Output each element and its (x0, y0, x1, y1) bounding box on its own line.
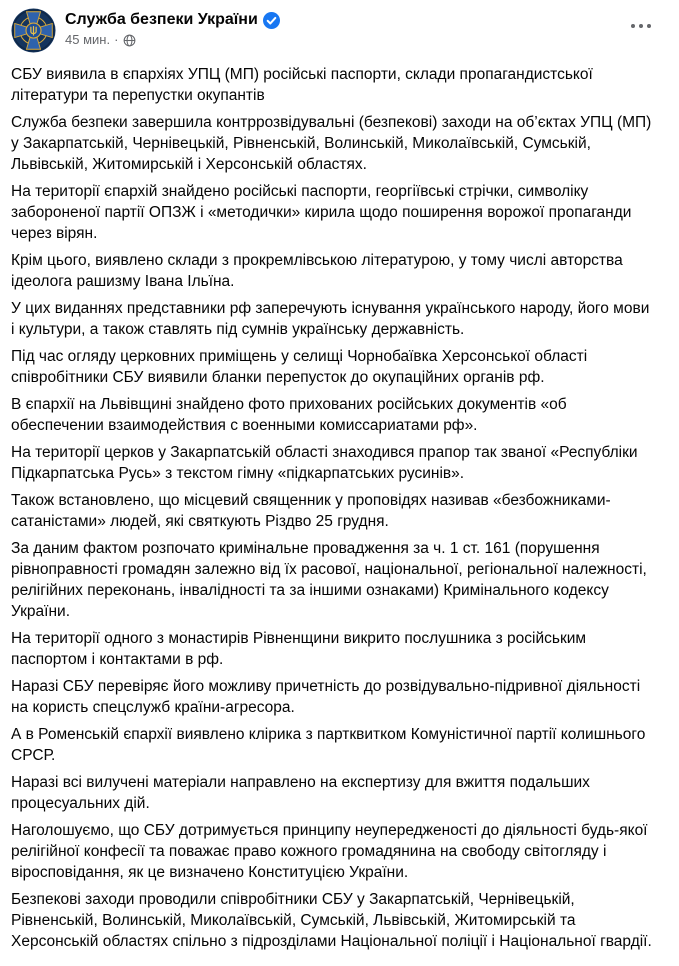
post-paragraph: В єпархії на Львівщині знайдено фото прихованих російських документів «об обеспечении взаимодействия с военными комиссариатами рф». (11, 396, 567, 434)
globe-icon (123, 34, 136, 47)
post-paragraph: За даним фактом розпочато кримінальне провадження за ч. 1 ст. 161 (порушення рівноправності громадян залежно від їх расової, національної, регіональної належності, релігійних переконань, інвалідності та за іншими ознаками) Кримінального кодексу України. (11, 540, 647, 620)
name-row (65, 10, 623, 30)
post-paragraph: Безпекові заходи проводили співробітники СБУ у Закарпатській, Чернівецькій, Рівненській, Волинській, Миколаївській, Сумській, Львівській, Житомирській та Херсонській областях спільно з підрозділами Національної поліції і Національної гвардії. (11, 891, 652, 950)
post-paragraph: У цих виданнях представники рф заперечують існування українського народу, його мови і культури, а також ставлять під сумнів українську державність. (11, 300, 650, 338)
more-options-button[interactable] (623, 16, 659, 36)
meta-separator: · (114, 32, 119, 47)
page-avatar[interactable] (11, 8, 56, 53)
post-paragraph: Наразі всі вилучені матеріали направлено на експертизу для вжиття подальших процесуальних дій. (11, 774, 590, 812)
post-paragraph: СБУ виявила в єпархіях УПЦ (МП) російські паспорти, склади пропагандистської літератури та перепустки окупантів (11, 66, 593, 104)
post-paragraph: На території одного з монастирів Рівненщини викрито послушника з російським паспортом і контактами в рф. (11, 630, 587, 668)
header-meta (65, 8, 623, 48)
page-name-link[interactable]: Служба безпеки України (65, 11, 258, 28)
ellipsis-icon (629, 22, 653, 30)
post-paragraph: Служба безпеки завершила контррозвідувальні (безпекові) заходи на об’єктах УПЦ (МП) у Закарпатській, Чернівецькій, Рівненській, Волинській, Миколаївській, Сумській, Львівській, Житомирській і Херсонській областях. (11, 114, 652, 173)
sbu-emblem-icon (11, 8, 56, 53)
post-paragraph: Наголошуємо, що СБУ дотримується принципу неупередженості до діяльності будь-якої релігійної конфесії та поважає право кожного громадянина на свободу світогляду і віросповідання, як це визначено Конституцією України. (11, 822, 648, 881)
post-paragraph: На території церков у Закарпатській області знаходився прапор так званої «Республіки Підкарпатська Русь» з текстом гімну «підкарпатських русинів». (11, 444, 638, 482)
post-paragraph: Також встановлено, що місцевий священник у проповідях називав «безбожниками-сатаністами» людей, які святкують Різдво 25 грудня. (11, 492, 611, 530)
verified-badge-icon (263, 12, 280, 29)
post-paragraph: Наразі СБУ перевіряє його можливу причетність до розвідувально-підривної діяльності на користь спецслужб країни-агресора. (11, 678, 641, 716)
post-meta-row (65, 32, 623, 48)
post-paragraph: Під час огляду церковних приміщень у селищі Чорнобаївка Херсонської області співробітники СБУ виявили бланки перепусток до окупаційних органів рф. (11, 348, 588, 386)
post-paragraph: А в Роменській єпархії виявлено клірика з партквитком Комуністичної партії колишнього СРСР. (11, 726, 646, 764)
post-header (0, 0, 679, 59)
timestamp-link[interactable]: 45 мин. (65, 32, 111, 47)
post-paragraph: Крім цього, виявлено склади з прокремлівською літературою, у тому числі авторства ідеолога рашизму Івана Ільїна. (11, 252, 623, 290)
post-paragraph: На території єпархій знайдено російські паспорти, георгіївські стрічки, символіку забороненої партії ОПЗЖ і «методички» кирила щодо поширення ворожої пропаганди через вірян. (11, 183, 632, 242)
post-content (0, 59, 679, 966)
